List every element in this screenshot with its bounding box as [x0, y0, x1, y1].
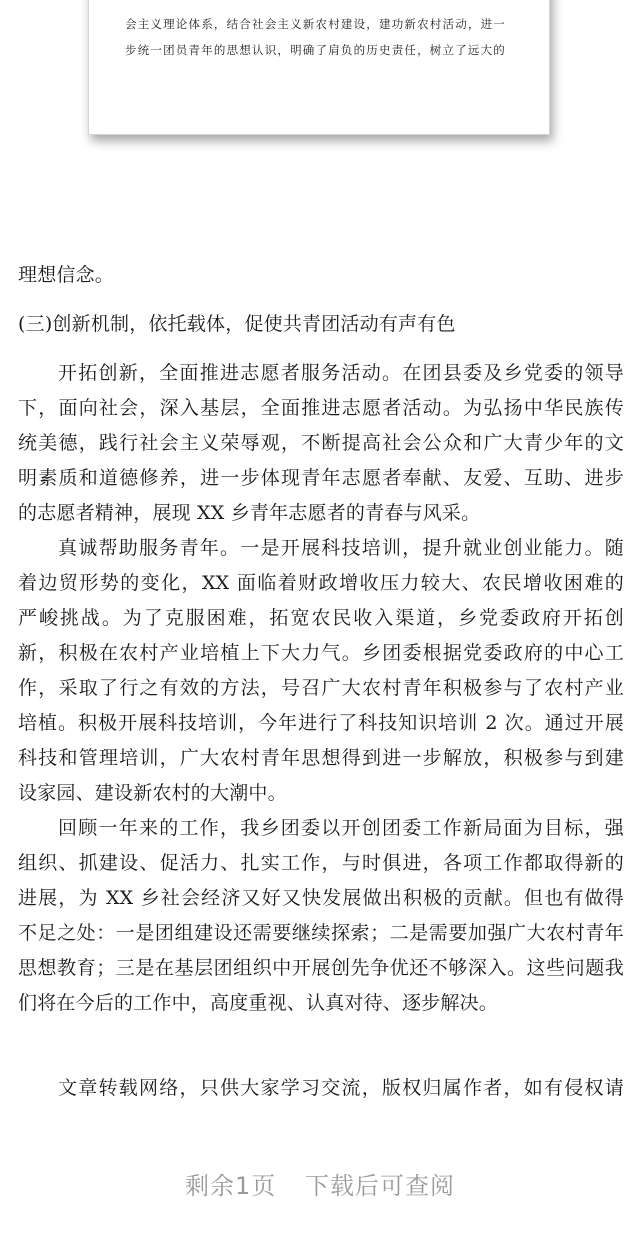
- paragraph-line: 开拓创新，全面推进志愿者服务活动。在团县委及乡党委的领导: [58, 362, 624, 384]
- paragraph-line: 思想教育；三是在基层团组织中开展创先争优还不够深入。这些问题我: [18, 957, 624, 979]
- paragraph-line: 不足之处：一是团组建设还需要继续探索；二是需要加强广大农村青年: [18, 922, 624, 944]
- continuation-text: 理想信念。: [18, 264, 115, 286]
- document-body: [18, 258, 624, 1106]
- remaining-pages-label[interactable]: 剩余1页: [185, 1172, 277, 1200]
- paragraph-line: 作，采取了行之有效的方法，号召广大农村青年积极参与了农村产业: [18, 677, 624, 699]
- paragraph-line: 严峻挑战。为了克服困难，拓宽农民收入渠道，乡党委政府开拓创: [18, 607, 624, 629]
- paragraph-line: 科技和管理培训，广大农村青年思想得到进一步解放，积极参与到建: [18, 747, 624, 769]
- section-heading: (三)创新机制，依托载体，促使共青团活动有声有色: [18, 313, 456, 335]
- paragraph-line: 着边贸形势的变化，XX 面临着财政增收压力较大、农民增收困难的: [18, 572, 624, 594]
- card-text-line: 会主义理论体系，结合社会主义新农村建设，建功新农村活动，进一: [125, 17, 506, 31]
- paragraph-serve-youth: [18, 531, 624, 811]
- paragraph-line: 进展，为 XX 乡社会经济又好又快发展做出积极的贡献。但也有做得: [18, 887, 624, 909]
- paragraph-line: 下，面向社会，深入基层，全面推进志愿者活动。为弘扬中华民族传: [18, 397, 624, 419]
- card-text-line: 步统一团员青年的思想认识，明确了肩负的历史责任，树立了远大的: [125, 43, 506, 57]
- paragraph-line: 统美德，践行社会主义荣辱观，不断提高社会公众和广大青少年的文: [18, 432, 624, 454]
- paragraph-line: 的志愿者精神，展现 XX 乡青年志愿者的青春与风采。: [18, 502, 481, 524]
- paragraph-line: 明素质和道德修养，进一步体现青年志愿者奉献、友爱、互助、进步: [18, 467, 624, 489]
- copyright-notice: 文章转载网络，只供大家学习交流，版权归属作者，如有侵权请: [58, 1077, 624, 1099]
- download-prompt[interactable]: [0, 1166, 640, 1201]
- paragraph-review: [18, 811, 624, 1021]
- document-preview-card: [88, 0, 550, 135]
- paragraph-volunteer: [18, 356, 624, 531]
- paragraph-line: 组织、抓建设、促活力、扎实工作，与时俱进，各项工作都取得新的: [18, 852, 624, 874]
- paragraph-line: 新，积极在农村产业培植上下大力气。乡团委根据党委政府的中心工: [18, 642, 624, 664]
- download-hint-label[interactable]: 下载后可查阅: [304, 1172, 455, 1200]
- paragraph-line: 真诚帮助服务青年。一是开展科技培训，提升就业创业能力。随: [58, 537, 624, 559]
- paragraph-line: 培植。积极开展科技培训，今年进行了科技知识培训 2 次。通过开展: [18, 712, 624, 734]
- paragraph-line: 设家园、建设新农村的大潮中。: [18, 782, 287, 804]
- paragraph-line: 回顾一年来的工作，我乡团委以开创团委工作新局面为目标，强: [58, 817, 624, 839]
- paragraph-line: 们将在今后的工作中，高度重视、认真对待、逐步解决。: [18, 992, 499, 1014]
